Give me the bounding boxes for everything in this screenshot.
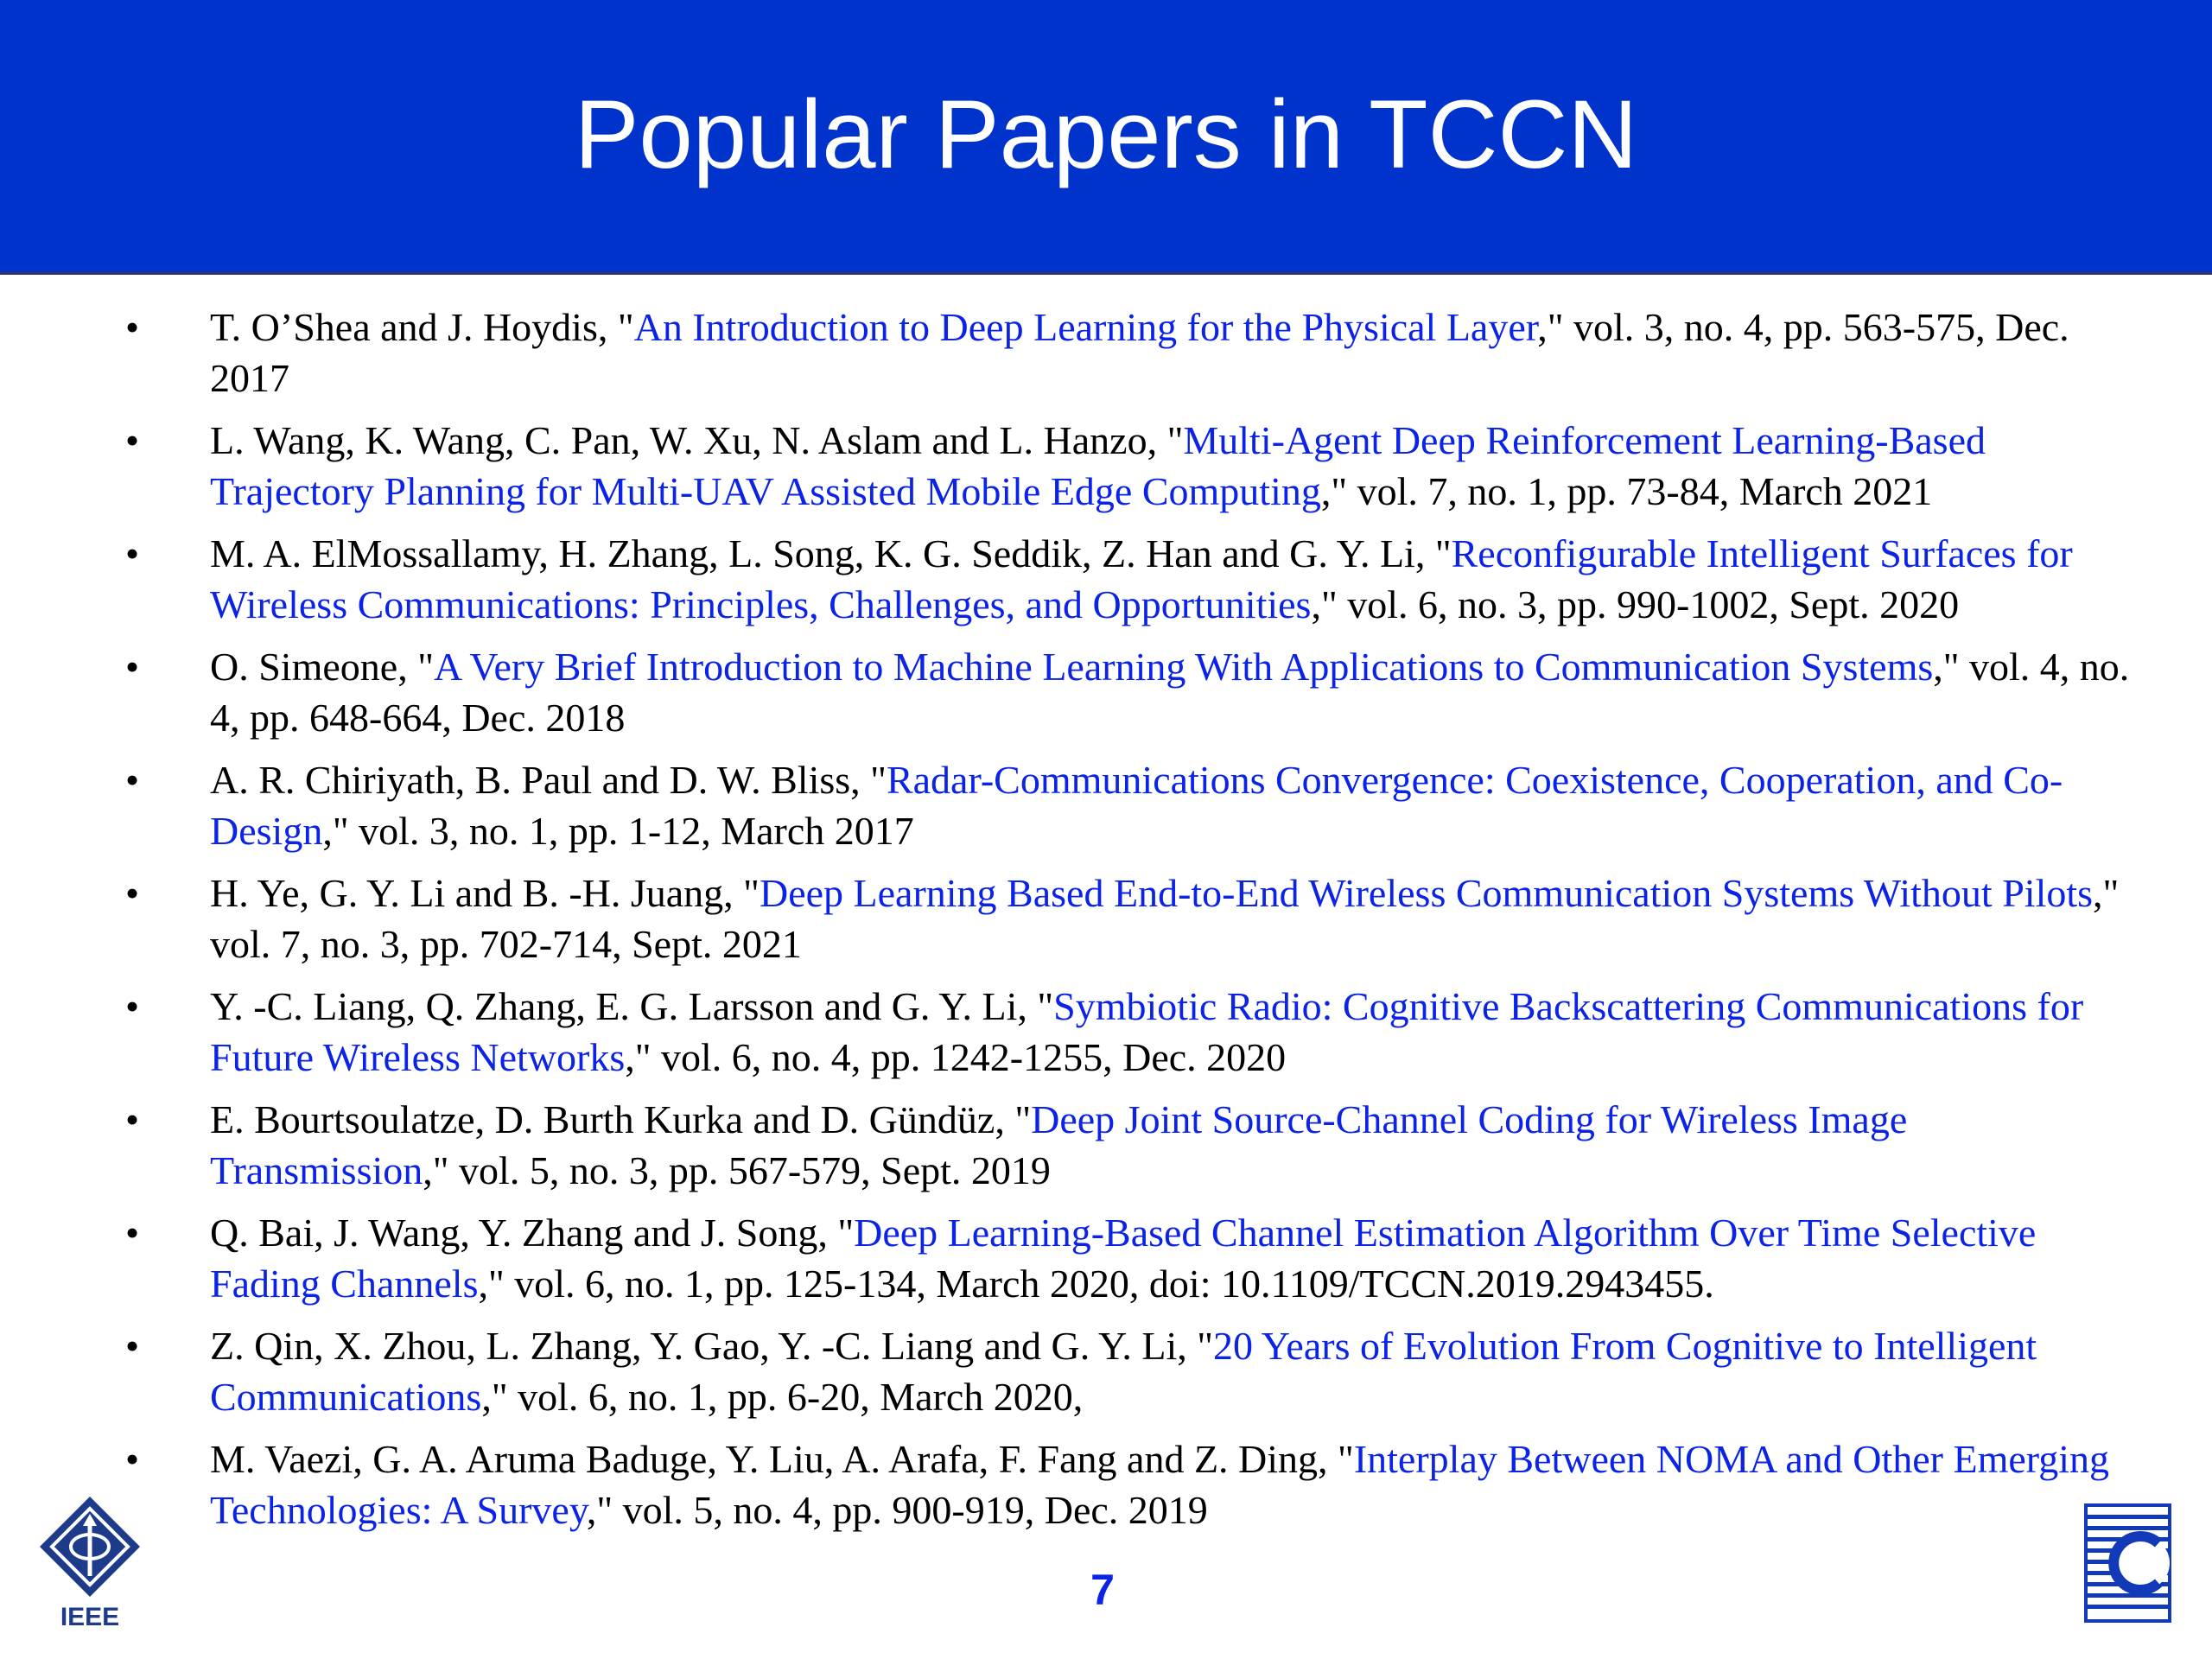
- reference-authors: Z. Qin, X. Zhou, L. Zhang, Y. Gao, Y. -C. Liang and G. Y. Li, ": [210, 1324, 1214, 1368]
- bullet-icon: •: [125, 531, 140, 575]
- bullet-icon: •: [125, 758, 140, 802]
- reference-item: [125, 528, 2147, 630]
- comsoc-stripe-icon: [2086, 1515, 2170, 1519]
- reference-authors: M. Vaezi, G. A. Aruma Baduge, Y. Liu, A. Arafa, F. Fang and Z. Ding, ": [210, 1437, 1354, 1481]
- reference-details: ," vol. 4, no. 4, pp. 648-664, Dec. 2018: [210, 645, 2130, 740]
- reference-authors: L. Wang, K. Wang, C. Pan, W. Xu, N. Aslam and L. Hanzo, ": [210, 418, 1184, 462]
- reference-authors: O. Simeone, ": [210, 645, 434, 689]
- reference-title-link[interactable]: A Very Brief Introduction to Machine Learning With Applications to Communication Systems: [433, 645, 1934, 689]
- reference-authors: H. Ye, G. Y. Li and B. -H. Juang, ": [210, 871, 760, 915]
- bullet-icon: •: [125, 984, 140, 1028]
- reference-authors: M. A. ElMossallamy, H. Zhang, L. Song, K. G. Seddik, Z. Han and G. Y. Li, ": [210, 531, 1452, 575]
- bullet-icon: •: [125, 1324, 140, 1368]
- reference-item: [125, 1207, 2147, 1309]
- reference-details: ," vol. 6, no. 1, pp. 125-134, March 2020, doi: 10.1109/TCCN.2019.2943455.: [478, 1262, 1714, 1306]
- reference-item: [125, 754, 2147, 856]
- bullet-icon: •: [125, 305, 140, 349]
- comsoc-stripe-icon: [2086, 1593, 2170, 1598]
- reference-title-link[interactable]: Deep Learning-Based Channel Estimation Algorithm Over Time Selective Fading Channels: [210, 1211, 2037, 1306]
- reference-details: ," vol. 3, no. 1, pp. 1-12, March 2017: [322, 809, 914, 853]
- reference-title-link[interactable]: 20 Years of Evolution From Cognitive to Intelligent Communications: [210, 1324, 2037, 1419]
- reference-title-link[interactable]: Symbiotic Radio: Cognitive Backscattering Communications for Future Wireless Networks: [210, 984, 2084, 1079]
- bullet-icon: •: [125, 645, 140, 689]
- reference-title-link[interactable]: Deep Learning Based End-to-End Wireless Communication Systems Without Pilots: [759, 871, 2094, 915]
- bullet-icon: •: [125, 871, 140, 915]
- reference-details: ," vol. 7, no. 1, pp. 73-84, March 2021: [1320, 469, 1933, 513]
- reference-details: ," vol. 5, no. 4, pp. 900-919, Dec. 2019: [586, 1488, 1208, 1532]
- reference-authors: E. Bourtsoulatze, D. Burth Kurka and D. Gündüz, ": [210, 1097, 1032, 1141]
- reference-title-link[interactable]: Radar-Communications Convergence: Coexistence, Cooperation, and Co-Design: [210, 758, 2063, 853]
- reference-item: [125, 981, 2147, 1083]
- reference-authors: Y. -C. Liang, Q. Zhang, E. G. Larsson and G. Y. Li, ": [210, 984, 1054, 1028]
- ieee-logo: [35, 1493, 145, 1631]
- comsoc-stripe-icon: [2086, 1605, 2170, 1609]
- page-number: 7: [1090, 1566, 1115, 1614]
- bullet-icon: •: [125, 1097, 140, 1141]
- reference-details: ," vol. 6, no. 3, pp. 990-1002, Sept. 2020: [1311, 582, 1960, 626]
- reference-details: ," vol. 6, no. 1, pp. 6-20, March 2020,: [481, 1375, 1084, 1419]
- reference-details: ," vol. 7, no. 3, pp. 702-714, Sept. 2021: [210, 871, 2120, 966]
- reference-item: [125, 415, 2147, 517]
- reference-authors: Q. Bai, J. Wang, Y. Zhang and J. Song, ": [210, 1211, 855, 1255]
- reference-item: [125, 1320, 2147, 1422]
- reference-item: [125, 1433, 2147, 1535]
- bullet-icon: •: [125, 1437, 140, 1481]
- comsoc-logo: [2082, 1502, 2173, 1624]
- reference-details: ," vol. 6, no. 4, pp. 1242-1255, Dec. 2020: [625, 1035, 1287, 1079]
- reference-item: [125, 302, 2147, 404]
- comsoc-stripe-icon: [2086, 1526, 2170, 1530]
- reference-item: [125, 1094, 2147, 1196]
- page-title: Popular Papers in TCCN: [574, 80, 1638, 188]
- bullet-icon: •: [125, 418, 140, 462]
- reference-title-link[interactable]: Deep Joint Source-Channel Coding for Wireless Image Transmission: [210, 1097, 1908, 1192]
- reference-title-link[interactable]: Reconfigurable Intelligent Surfaces for Wireless Communications: Principles, Challenges, and Opportunities: [210, 531, 2073, 626]
- reference-list: [125, 302, 2147, 1547]
- ieee-logo-text: IEEE: [60, 1603, 120, 1631]
- reference-title-link[interactable]: An Introduction to Deep Learning for the Physical Layer: [633, 305, 1538, 349]
- bullet-icon: •: [125, 1211, 140, 1255]
- reference-title-link[interactable]: Interplay Between NOMA and Other Emerging Technologies: A Survey: [210, 1437, 2110, 1532]
- reference-item: [125, 868, 2147, 969]
- reference-title-link[interactable]: Multi-Agent Deep Reinforcement Learning-Based Trajectory Planning for Multi-UAV Assisted Mobile Edge Computing: [210, 418, 1986, 513]
- reference-details: ," vol. 5, no. 3, pp. 567-579, Sept. 2019: [423, 1148, 1051, 1192]
- reference-item: [125, 641, 2147, 743]
- reference-authors: A. R. Chiriyath, B. Paul and D. W. Bliss, ": [210, 758, 887, 802]
- reference-details: ," vol. 3, no. 4, pp. 563-575, Dec. 2017: [210, 305, 2069, 400]
- reference-authors: T. O’Shea and J. Hoydis, ": [210, 305, 634, 349]
- title-bar: [0, 0, 2212, 275]
